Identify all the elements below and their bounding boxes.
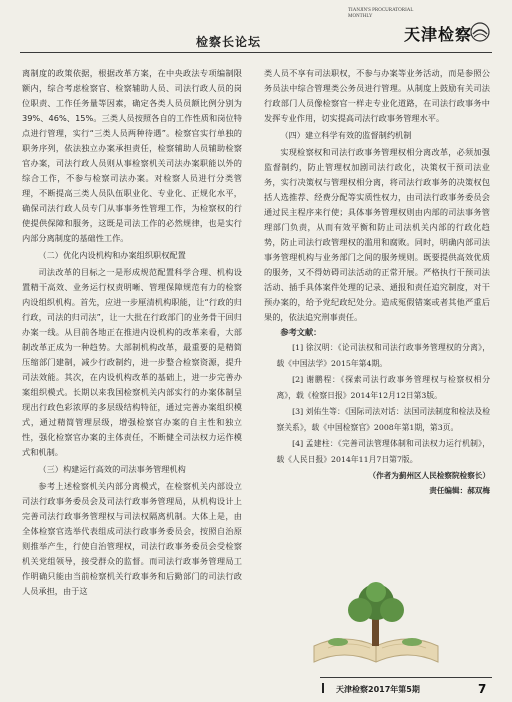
paragraph: 离制度的政策依据，根据改革方案，在中央政法专项编制限额内，综合考虑检察官、检察辅助人员、司法行政人员的岗位职责、工作任务量等因素，确定各类人员员额比例分别为39%、46%、15%。三类人员按照各自的工作性质和岗位特点进行管理，实行“三类人员两种待遇”。检察官实行单独的职务序列，依法独立办案承担责任，检察辅助人员辅助检察官办案，司法行政人员则从事检察机关司法办案职能以外的综合工作，不参与检察司法办案。对检察人员进行分类管理，不断提高三类人员队伍职业化、专业化、正规化水平，确保司法行政人员专门从事事务性管理工作，为检察权的行使提供保障和服务，这既是司法工作的必然规律，也是实行内部分离制度的基础性工作。 <box>22 68 242 243</box>
paragraph: 司法改革的目标之一是形成规范配置科学合理、机构设置精干高效、业务运行权责明晰、管理保障规范有力的检察内设组织机构。首先，应进一步厘清机构职能，让“行政的归行政，司法的归司法”，让一大批在行政部门的业务骨干回归办案一线。从目前各地正在推进内设机构的改革来看，大部制改革正成为一种趋势。大部制机构改革，最重要的是精简压缩部门建制，减少行政制约，进一步整合检察资源，提升司法效能。其次，在内设机构改革的基础上，进一步完善办案组织模式。长期以来我国检察机关内部实行的办案体制呈现出行政色彩浓厚的多层级结构特征，通过完善办案组织模式，通过精简管理层级，增强检察官办案的自主性和独立性，强化检察官办案的主体责任，不断健全司法权力运作模式和机制。 <box>22 267 242 457</box>
journal-logo-english: TIANJIN'S PROCURATORIAL MONTHLY <box>348 8 414 19</box>
paragraph: 类人员不享有司法职权，不参与办案等业务活动，而是参照公务员法中综合管理类公务员进行管理。从制度上鼓励有关司法行政部门人员像检察官一样走专业化道路，在司法行政事务中发挥专业作用，切实提高司法行政事务管理水平。 <box>264 68 490 123</box>
reference-item: [2] 谢鹏程：《探索司法行政事务管理权与检察权相分离》，载《检察日报》2014年12月12日第3版。 <box>276 375 490 400</box>
issue-label: 天津检察2017年第5期 <box>336 685 420 694</box>
left-column <box>22 66 242 599</box>
right-column <box>264 66 490 498</box>
subheading: （三）构建运行高效的司法事务管理机构 <box>38 464 186 474</box>
footer-marker <box>322 683 324 693</box>
reference-item: [4] 孟建柱：《完善司法管理体制和司法权力运行机制》，载《人民日报》2014年11月7日第7版。 <box>276 439 490 464</box>
subheading: （二）优化内设机构和办案组织职权配置 <box>38 250 186 260</box>
tree-on-book-illustration <box>308 576 444 668</box>
author-affiliation: （作者为蓟州区人民检察院检察长） <box>368 471 490 480</box>
responsible-editor: 责任编辑：郝双梅 <box>429 486 490 495</box>
header-divider <box>20 52 492 53</box>
section-title: 检察长论坛 <box>196 35 262 49</box>
journal-emblem-icon <box>470 22 490 42</box>
reference-item: [1] 徐汉明：《论司法权和司法行政事务管理权的分离》，载《中国法学》2015年第4期。 <box>276 343 490 368</box>
references-title: 参考文献： <box>280 327 322 337</box>
footer-divider <box>320 677 492 678</box>
paragraph: 实现检察权和司法行政事务管理权相分离改革，必须加强监督制约，防止管理权加剧司法行政化，决策权干预司法业务，实行决策权与管理权相分离，将司法行政事务的决策权包括人选推荐、经费分配等实质性权力，由司法行政事务委员会通过民主程序来行使；具体事务管理权则由内部的司法事务管理部门负责，从而有效平衡和防止司法机关内部的行政化趋势，防止司法行政管理权的滥用和腐败。同时，明确内部司法事务管理机构与业务部门之间的服务规则。既要提供高效优质的服务，又不得妨碍司法活动的正常开展。严格执行干预司法活动、插手具体案件处理的记录、通报和责任追究制度，对干预办案的，给予党纪政纪处分。造成冤假错案或者其他严重后果的，依法追究刑事责任。 <box>264 147 490 322</box>
reference-item: [3] 刘佑生等：《国际司法对话：法国司法制度和检法及检察关系》，载《中国检察官》2008年第1期，第3页。 <box>276 407 490 432</box>
subheading: （四）建立科学有效的监督制约机制 <box>280 130 412 140</box>
page-header <box>0 0 512 60</box>
page-number: 7 <box>478 682 487 696</box>
paragraph: 参考上述检察机关内部分离模式，在检察机关内部设立司法行政事务委员会及司法行政事务管理局，从机构设计上完善司法行政事务管理权与司法权隔离机制。大体上是，由全体检察官选举代表组成司法行政事务委员会，按照自治原则推举产生，行使自治管理权，司法行政事务委员会受检察机关党组领导，接受群众的监督。而司法行政事务管理局工作明确只能由当前检察机关行政事务和后勤部门的司法行政人员承担，由于这 <box>22 481 242 596</box>
journal-logo-chinese: 天津检察 <box>404 25 473 44</box>
